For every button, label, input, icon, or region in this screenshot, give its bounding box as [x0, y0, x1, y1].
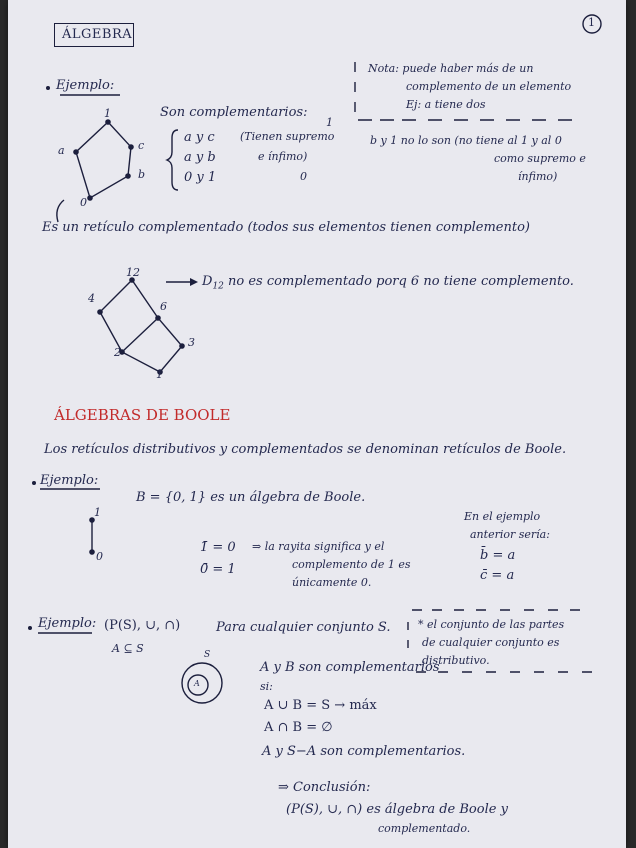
boole-eq-1: 1̄ = 0	[200, 540, 236, 555]
boole-node-0: 0	[96, 550, 103, 563]
d12-text-post: no es complementado porq 6 no tiene complemento.	[228, 274, 574, 289]
lattice-1-label-b: b	[138, 168, 146, 181]
example-1-label: Ejemplo:	[56, 78, 115, 93]
boole-prev-3: b̄ = a	[480, 548, 516, 563]
lattice-1-node	[87, 195, 93, 201]
d12-node	[155, 315, 161, 321]
pair-1: a y c	[184, 130, 215, 145]
bullet	[28, 626, 32, 630]
conclusion-1: Es un retículo complementado (todos sus elementos tienen complemento)	[42, 220, 530, 235]
venn-label-a: A	[194, 679, 200, 688]
lattice-1-label-bottom: 0	[80, 196, 87, 209]
boole-node-1: 1	[94, 506, 101, 519]
note-sup-num: 1	[326, 116, 333, 129]
lattice-1-edges	[76, 122, 131, 198]
pair-2: a y b	[184, 150, 216, 165]
side-note-1: Nota: puede haber más de un	[368, 62, 534, 75]
pair-3: 0 y 1	[184, 170, 217, 185]
note3-line-1: * el conjunto de las partes	[418, 618, 565, 631]
lattice-d12-edges	[100, 280, 182, 372]
d12-label-3: 3	[188, 336, 195, 349]
boole-eq-2: 0̄ = 1	[200, 562, 236, 577]
note-supremo: (Tienen supremo	[240, 130, 335, 143]
union-eq: A ∪ B = S → máx	[264, 698, 377, 713]
arrow-curve	[57, 200, 64, 222]
brace	[167, 130, 178, 190]
lattice-1-node	[128, 144, 134, 150]
d12-label-12: 12	[126, 266, 140, 279]
note-inf-num: 0	[300, 170, 307, 183]
example-3-structure: (P(S), ∪, ∩)	[104, 618, 181, 633]
conclusion-label: ⇒ Conclusión:	[278, 780, 371, 795]
notebook-page	[8, 0, 626, 848]
si-label: si:	[260, 680, 273, 693]
not-complement-3: ínfimo)	[518, 170, 558, 183]
side-note-3: Ej: a tiene dos	[406, 98, 486, 111]
d12-label-6: 6	[160, 300, 167, 313]
lattice-1-node	[73, 149, 79, 155]
d12-label-4: 4	[88, 292, 95, 305]
lattice-1-label-top: 1	[104, 107, 111, 120]
page-title: ÁLGEBRA	[62, 27, 133, 42]
example-2-label: Ejemplo:	[40, 473, 99, 488]
d12-label-1: 1	[156, 368, 163, 381]
boole-prev-4: c̄ = a	[480, 568, 515, 583]
lattice-1-node	[105, 119, 111, 125]
venn-label-s: S	[204, 650, 211, 660]
boole-prev-1: En el ejemplo	[464, 510, 541, 523]
intersection-eq: A ∩ B = ∅	[264, 720, 333, 735]
bullet	[46, 86, 50, 90]
side-note-2: complemento de un elemento	[406, 80, 572, 93]
d12-label-2: 2	[114, 346, 121, 359]
d12-text-pre: D	[202, 274, 213, 289]
conclusion-line-1: (P(S), ∪, ∩) es álgebra de Boole y	[286, 802, 508, 817]
boole-explain-3: únicamente 0.	[292, 576, 372, 589]
d12-node	[97, 309, 103, 315]
complement-title: Son complementarios:	[160, 105, 308, 120]
note3-line-3: distributivo.	[422, 654, 490, 667]
boole-heading: ÁLGEBRAS DE BOOLE	[54, 406, 231, 424]
bullet	[32, 481, 36, 485]
note3-line-2: de cualquier conjunto es	[422, 636, 560, 649]
complementary-statement: A y B son complementarios	[260, 660, 440, 675]
boole-set-def: B = {0, 1} es un álgebra de Boole.	[136, 490, 366, 505]
example-3-for-any: Para cualquier conjunto S.	[216, 620, 391, 635]
not-complement-1: b y 1 no lo son (no tiene al 1 y al 0	[370, 134, 562, 147]
boole-node	[89, 549, 95, 555]
example-3-subset: A ⊆ S	[112, 642, 144, 655]
note-infimo: e ínfimo)	[258, 150, 308, 163]
not-complement-2: como supremo e	[494, 152, 586, 165]
arrow-d12-head	[190, 278, 198, 286]
d12-statement	[202, 274, 574, 292]
d12-subscript: 12	[212, 281, 224, 292]
boole-definition: Los retículos distributivos y complementados se denominan retículos de Boole.	[44, 442, 567, 457]
boole-explain-1: ⇒ la rayita significa y el	[252, 540, 385, 553]
page-number: 1	[588, 16, 595, 29]
conclusion-line-2: complementado.	[378, 822, 471, 835]
lattice-1-node	[125, 173, 131, 179]
boole-prev-2: anterior sería:	[470, 528, 550, 541]
example-3-label: Ejemplo:	[38, 616, 97, 631]
d12-node	[179, 343, 185, 349]
lattice-1-label-c: c	[138, 139, 145, 152]
boole-explain-2: complemento de 1 es	[292, 558, 411, 571]
complementary-2: A y S−A son complementarios.	[262, 744, 466, 759]
lattice-1-label-a: a	[58, 144, 65, 157]
